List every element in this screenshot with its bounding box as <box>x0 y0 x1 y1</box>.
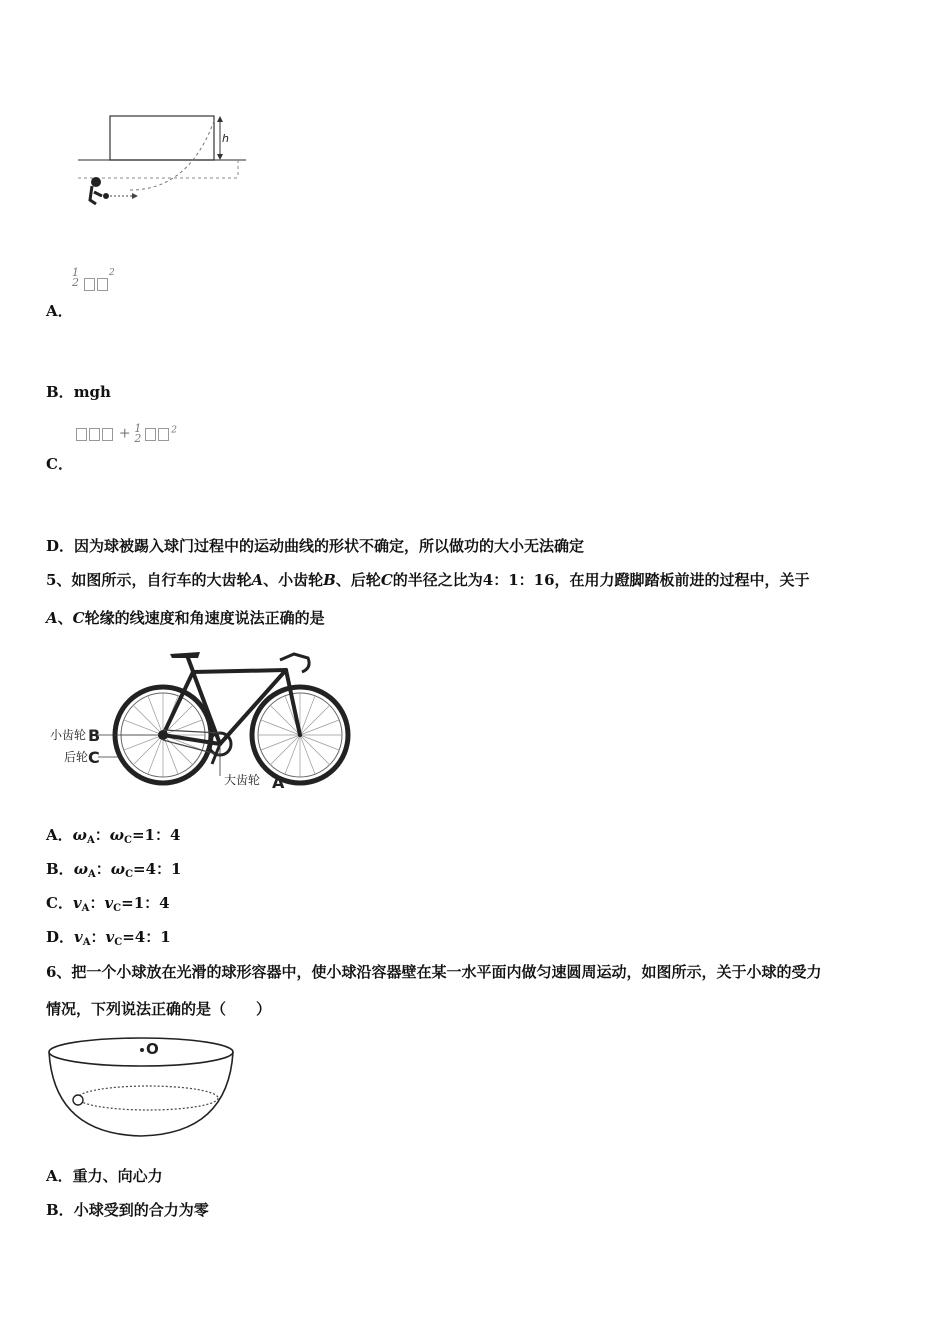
exponent: 2 <box>171 425 177 436</box>
q5-option-c: C．$v_A$：$v_C=1$：4 <box>46 894 170 914</box>
fraction-den: 2 <box>134 432 142 445</box>
q6-stem-line1: 6、把一个小球放在光滑的球形容器中，使小球沿容器壁在某一水平面内做匀速圆周运动，如图所示，关于小球的受力 <box>46 963 822 981</box>
saddle <box>170 652 200 658</box>
big-gear-letter: A <box>272 773 285 792</box>
fraction-num: 1 <box>72 266 79 279</box>
h-label: h <box>222 132 229 145</box>
rear-wheel-label: 后轮 <box>64 750 89 764</box>
q5-option-b: B．$\omega_A$：$\omega_C=4$：1 <box>46 860 182 880</box>
fraction-den: 2 <box>72 276 79 289</box>
plus-sign: + <box>118 425 131 442</box>
bowl-rim <box>49 1038 233 1066</box>
q4-figure <box>70 108 250 218</box>
q4-option-a <box>46 300 73 321</box>
q6-stem-line2: 情况，下列说法正确的是（ ） <box>46 1000 272 1018</box>
orbit-circle <box>78 1086 218 1110</box>
q5-stem-line2: A、C轮缘的线速度和角速度说法正确的是 <box>46 609 325 627</box>
bicycle-figure <box>48 640 358 795</box>
center-point <box>140 1048 144 1052</box>
q6-option-a: A．重力、向心力 <box>46 1167 163 1185</box>
kicker-icon <box>90 177 109 204</box>
option-letter: D． <box>46 537 75 555</box>
big-gear-label: 大齿轮 <box>224 773 261 787</box>
q6-option-b: B．小球受到的合力为零 <box>46 1201 209 1219</box>
ball-trajectory <box>130 118 215 190</box>
q4-option-a-exp: 2 <box>109 268 115 278</box>
small-gear <box>158 730 168 740</box>
q5-option-d: D．$v_A$：$v_C=4$：1 <box>46 928 171 948</box>
bowl-body <box>49 1052 233 1136</box>
option-letter: C． <box>46 455 73 473</box>
option-text: mgh <box>73 383 111 401</box>
option-letter: A． <box>46 302 73 320</box>
q4-option-a-missing-glyphs <box>84 274 110 292</box>
small-gear-letter: B <box>88 726 101 745</box>
q4-option-a-formula <box>72 268 79 288</box>
option-text: 因为球被踢入球门过程中的运动曲线的形状不确定，所以做功的大小无法确定 <box>74 537 585 555</box>
rear-wheel-letter: C <box>88 748 100 767</box>
ball <box>73 1095 83 1105</box>
q5-stem-line1: 5、如图所示，自行车的大齿轮A、小齿轮B、后轮C的半径之比为4：1：16，在用力蹬脚踏板前进的过程中，关于 <box>46 571 810 589</box>
q5-option-a: A．$\omega_A$：$\omega_C=1$：4 <box>46 826 181 846</box>
center-label: O <box>146 1040 159 1058</box>
q4-option-c-formula <box>76 424 177 444</box>
small-gear-label: 小齿轮 <box>50 728 87 742</box>
goal-box <box>110 116 214 160</box>
bowl-figure <box>44 1030 244 1142</box>
q4-option-b <box>46 381 111 402</box>
q4-option-d <box>46 535 584 556</box>
fraction-num: 1 <box>134 422 142 435</box>
q4-option-c <box>46 453 73 474</box>
option-letter: B． <box>46 383 74 401</box>
